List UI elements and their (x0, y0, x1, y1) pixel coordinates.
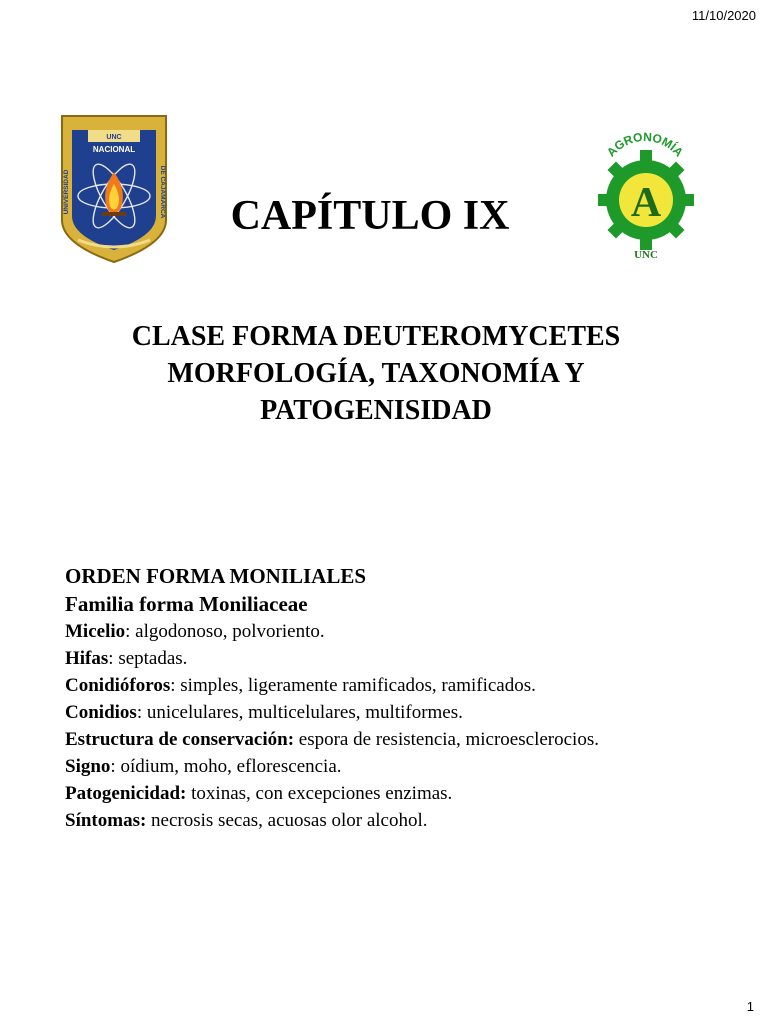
shield-top-text: UNC (106, 134, 122, 141)
slide-date: 11/10/2020 (691, 8, 756, 23)
item-text: espora de resistencia, microesclerocios. (298, 729, 599, 750)
item-term: Micelio (65, 621, 126, 642)
subtitle-line: MORFOLOGÍA, TAXONOMÍA Y (167, 358, 585, 389)
university-shield-logo (58, 112, 170, 264)
shield-left-text: UNIVERSIDAD (63, 169, 70, 215)
shield-ring-text: NACIONAL (92, 145, 136, 154)
item-separator: : (170, 675, 181, 696)
item-term: Conidióforos (65, 675, 171, 696)
characteristic-item (65, 753, 695, 780)
item-term: Hifas (65, 648, 109, 669)
characteristic-item (65, 672, 695, 699)
subtitle-line: CLASE FORMA DEUTEROMYCETES (131, 321, 621, 352)
item-text: necrosis secas, acuosas olor alcohol. (151, 810, 428, 831)
characteristic-item (65, 699, 695, 726)
item-text: septadas. (118, 648, 188, 669)
item-separator: : (110, 756, 121, 777)
gear-arc-text: AGRONOMÍA (603, 129, 687, 160)
page-number: 1 (746, 999, 754, 1014)
item-separator: : (108, 648, 119, 669)
item-separator: : (125, 621, 136, 642)
family-heading: Familia forma Moniliaceae (65, 592, 308, 616)
item-term: Patogenicidad: (65, 783, 187, 804)
gear-letter: A (630, 180, 662, 226)
item-text: oídium, moho, eflorescencia. (120, 756, 342, 777)
characteristic-item (65, 807, 695, 834)
item-separator: : (136, 702, 147, 723)
characteristic-item (65, 726, 695, 753)
item-term: Conidios (65, 702, 137, 723)
characteristic-item (65, 645, 695, 672)
item-term: Signo (65, 756, 111, 777)
characteristic-item (65, 618, 695, 645)
content-body (65, 562, 695, 834)
item-text: simples, ligeramente ramificados, ramificados. (180, 675, 536, 696)
item-text: toxinas, con excepciones enzimas. (191, 783, 453, 804)
order-heading: ORDEN FORMA MONILIALES (65, 564, 367, 588)
subtitle-line: PATOGENISIDAD (260, 395, 492, 426)
item-term: Síntomas: (65, 810, 147, 831)
item-text: algodonoso, polvoriento. (135, 621, 325, 642)
characteristic-item (65, 780, 695, 807)
chapter-title: CAPÍTULO IX (230, 193, 510, 239)
gear-bottom-text: UNC (634, 249, 658, 261)
shield-right-text: DE CAJAMARCA (159, 165, 166, 219)
item-text: unicelulares, multicelulares, multiformes. (146, 702, 463, 723)
item-term: Estructura de conservación: (65, 729, 295, 750)
chapter-subtitle (60, 318, 692, 429)
